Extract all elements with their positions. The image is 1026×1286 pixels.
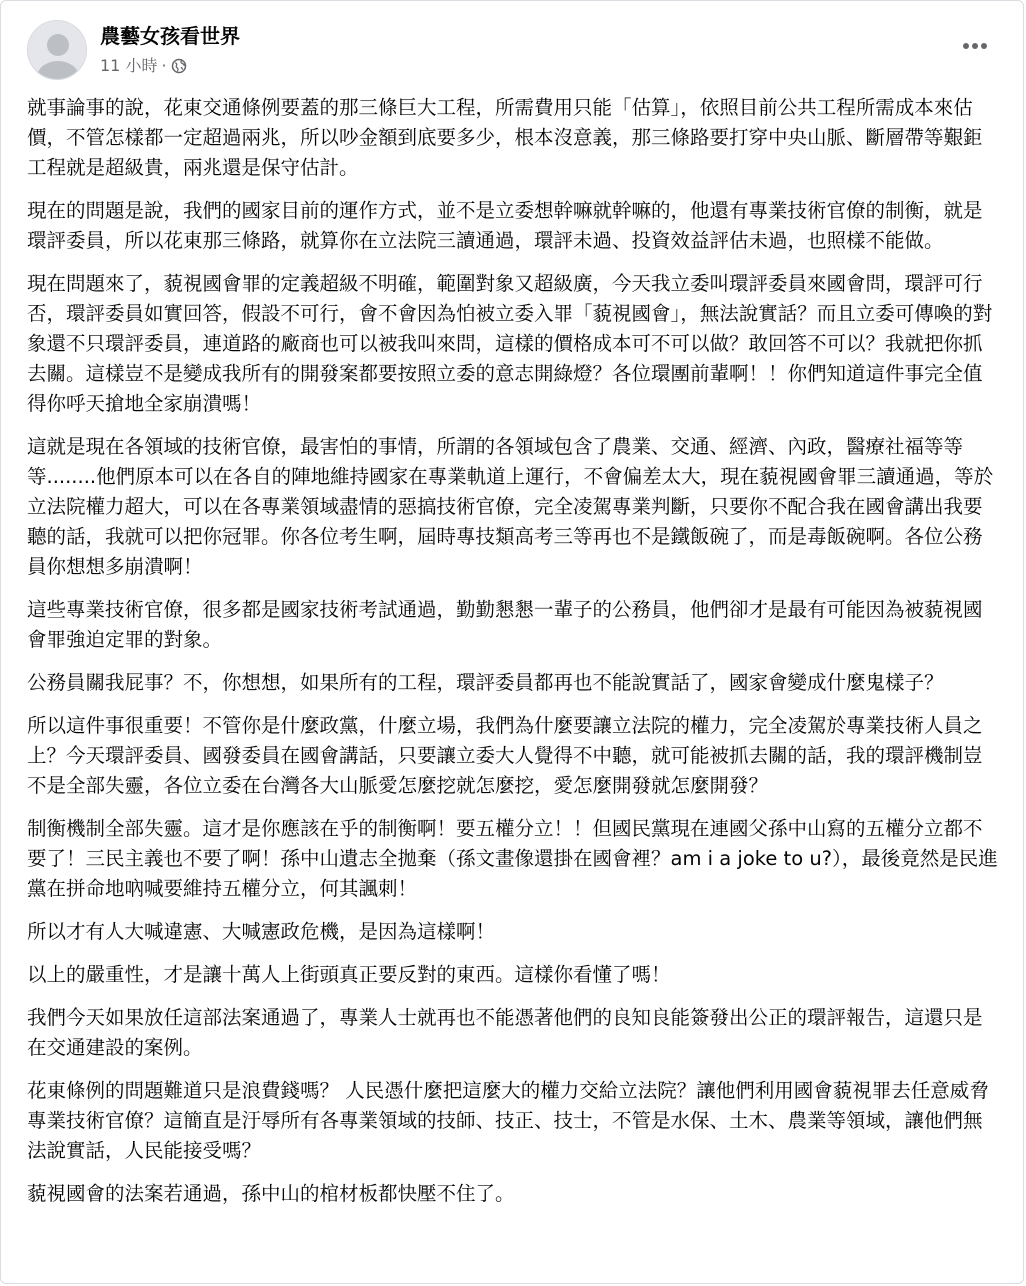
post-paragraph: 現在問題來了，藐視國會罪的定義超級不明確，範圍對象又超級廣，今天我立委叫環評委員來國會問，環評可行否，環評委員如實回答，假設不可行，會不會因為怕被立委入罪「藐視國會」，無法說實話？而且立委可傳喚的對象還不只環評委員，連道路的廠商也可以被我叫來問，這樣的價格成本可不可以做？敢回答不可以？我就把你抓去關。這樣豈不是變成我所有的開發案都要按照立委的意志開綠燈？各位環團前輩啊！！你們知道這件事完全值得你呼天搶地全家崩潰嗎！	[27, 272, 993, 415]
globe-icon[interactable]	[171, 58, 187, 74]
meta-separator: ·	[161, 56, 167, 75]
post-header	[1, 1, 1023, 81]
post-paragraph: 這些專業技術官僚，很多都是國家技術考試通過，勤勤懇懇一輩子的公務員，他們卻才是最有可能因為被藐視國會罪強迫定罪的對象。	[27, 598, 983, 651]
avatar[interactable]	[27, 20, 87, 80]
post-paragraph: 制衡機制全部失靈。這才是你應該在乎的制衡啊！要五權分立！！但國民黨現在連國父孫中山寫的五權分立都不要了！三民主義也不要了啊！孫中山遺志全拋棄（孫文畫像還掛在國會裡？am i a joke to u?），最後竟然是民進黨在拼命地吶喊要維持五權分立，何其諷刺！	[27, 817, 998, 900]
more-dot	[981, 43, 987, 49]
post-paragraph: 花東條例的問題難道只是浪費錢嗎？ 人民憑什麼把這麼大的權力交給立法院？讓他們利用國會藐視罪去任意威脅專業技術官僚？這簡直是汙辱所有各專業領域的技師、技正、技士，不管是水保、土木、農業等領域，讓他們無法說實話，人民能接受嗎？	[27, 1079, 989, 1162]
post-meta	[100, 55, 187, 77]
more-dot	[963, 43, 969, 49]
more-dot	[972, 43, 978, 49]
post-paragraph: 所以這件事很重要！不管你是什麼政黨，什麼立場，我們為什麼要讓立法院的權力，完全凌駕於專業技術人員之上？今天環評委員、國發委員在國會講話，只要讓立委大人覺得不中聽，就可能被抓去關的話，我的環評機制豈不是全部失靈，各位立委在台灣各大山脈愛怎麼挖就怎麼挖，愛怎麼開發就怎麼開發？	[27, 714, 983, 797]
post-paragraph: 就事論事的說，花東交通條例要蓋的那三條巨大工程，所需費用只能「估算」，依照目前公共工程所需成本來估價，不管怎樣都一定超過兩兆，所以吵金額到底要多少，根本沒意義，那三條路要打穿中央山脈、斷層帶等艱鉅工程就是超級貴，兩兆還是保守估計。	[27, 96, 983, 179]
post-time[interactable]: 11 小時	[100, 56, 158, 75]
post-paragraph: 這就是現在各領域的技術官僚，最害怕的事情，所謂的各領域包含了農業、交通、經濟、內政，醫療社福等等等........他們原本可以在各自的陣地維持國家在專業軌道上運行，不會偏差太大，現在藐視國會罪三讀通過，等於立法院權力超大，可以在各專業領域盡情的惡搞技術官僚，完全凌駕專業判斷，只要你不配合我在國會講出我要聽的話，我就可以把你冠罪。你各位考生啊，屆時專技類高考三等再也不是鐵飯碗了，而是毒飯碗啊。各位公務員你想想多崩潰啊！	[27, 435, 994, 578]
post-paragraph: 藐視國會的法案若通過，孫中山的棺材板都快壓不住了。	[27, 1182, 515, 1205]
post-paragraph: 所以才有人大喊違憲、大喊憲政危機，是因為這樣啊！	[27, 920, 496, 943]
post-paragraph: 公務員關我屁事？不，你想想，如果所有的工程，環評委員都再也不能說實話了，國家會變成什麼鬼樣子？	[27, 671, 944, 694]
default-avatar-icon	[28, 21, 87, 80]
author-name[interactable]: 農藝女孩看世界	[100, 24, 240, 48]
post-paragraph: 現在的問題是說，我們的國家目前的運作方式，並不是立委想幹嘛就幹嘛的，他還有專業技術官僚的制衡，就是環評委員，所以花東那三條路，就算你在立法院三讀通過，環評未過、投資效益評估未過，也照樣不能做。	[27, 199, 983, 252]
post-body	[27, 93, 999, 1222]
post-paragraph: 以上的嚴重性，才是讓十萬人上街頭真正要反對的東西。這樣你看懂了嗎！	[27, 963, 671, 986]
post-paragraph: 我們今天如果放任這部法案通過了，專業人士就再也不能憑著他們的良知良能簽發出公正的環評報告，這還只是在交通建設的案例。	[27, 1006, 983, 1059]
more-options-icon[interactable]	[957, 31, 993, 61]
